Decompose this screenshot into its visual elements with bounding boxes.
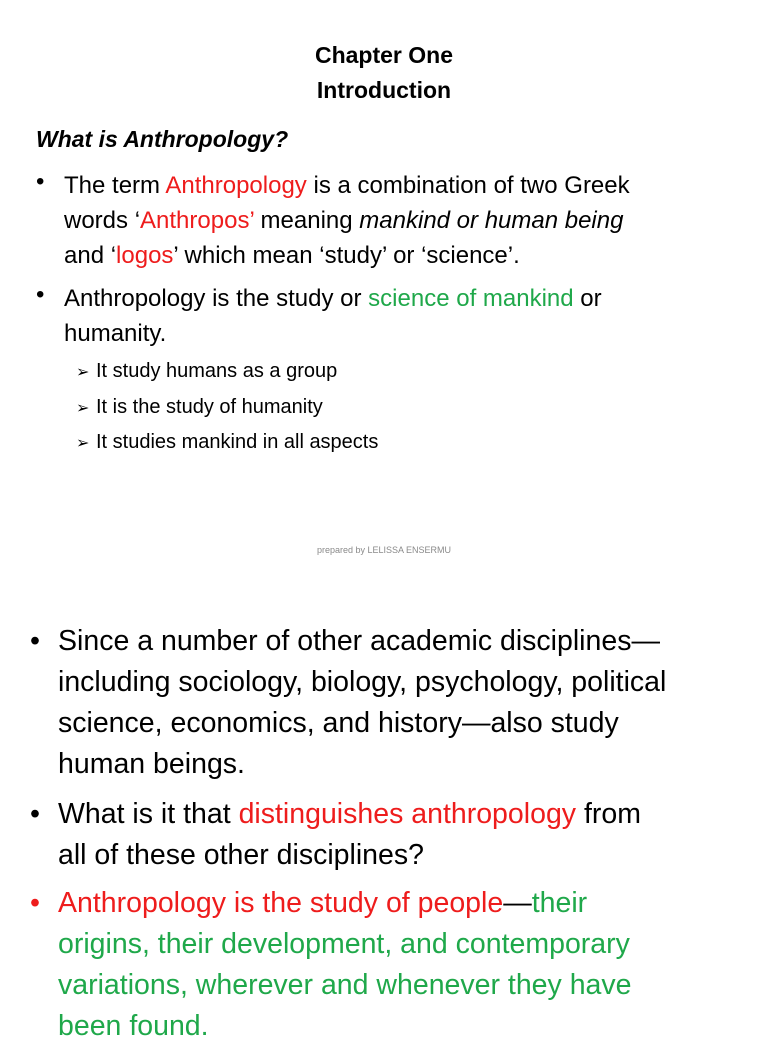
- text-run: from: [576, 798, 641, 830]
- highlight-text: their: [531, 887, 588, 919]
- highlight-text: science of mankind: [368, 285, 574, 312]
- bullet-dot-icon: •: [36, 281, 45, 308]
- arrow-right-icon: ➢: [76, 435, 90, 452]
- highlight-text: distinguishes anthropology: [238, 798, 577, 830]
- italic-text: mankind or human being: [359, 207, 624, 234]
- text-run: What is it that: [58, 798, 239, 830]
- sub-bullet-text: It is the study of humanity: [96, 396, 323, 418]
- text-run: —: [503, 887, 532, 919]
- text-run: science, economics, and history—also study: [58, 707, 619, 739]
- sub-bullet-item: [76, 430, 378, 456]
- bullet-text: [58, 883, 632, 1047]
- sub-bullet-text: It studies mankind in all aspects: [96, 431, 379, 453]
- section-heading: What is Anthropology?: [36, 126, 289, 152]
- highlight-text: origins, their development, and contemporary: [58, 928, 630, 960]
- sub-bullet-item: [76, 359, 337, 385]
- bullet-dot-icon: •: [30, 625, 40, 657]
- text-run: including sociology, biology, psychology, political: [58, 666, 667, 698]
- text-run: humanity.: [64, 320, 167, 347]
- sub-bullet-text: It study humans as a group: [96, 360, 338, 382]
- slide-2: [0, 578, 768, 1042]
- text-run: all of these other disciplines?: [58, 839, 424, 871]
- text-run: ’ which mean ‘study’ or ‘science’.: [173, 242, 520, 269]
- slide-footer: prepared by LELISSA ENSERMU: [316, 545, 452, 555]
- bullet-text: [64, 168, 630, 273]
- bullet-dot-icon: •: [30, 798, 40, 830]
- highlight-text: Anthropology is the study of people: [58, 887, 504, 919]
- bullet-text: [64, 281, 602, 351]
- bullet-dot-icon: •: [36, 168, 45, 195]
- text-run: and ‘: [64, 242, 117, 269]
- highlight-text: logos: [116, 242, 174, 269]
- sub-bullet-item: [76, 395, 323, 421]
- text-run: The term: [64, 172, 166, 199]
- highlight-text: Anthropos’: [140, 207, 254, 234]
- text-run: meaning: [253, 207, 360, 234]
- highlight-text: variations, wherever and whenever they have: [58, 969, 632, 1001]
- arrow-right-icon: ➢: [76, 400, 90, 417]
- text-run: human beings.: [58, 748, 245, 780]
- text-run: or: [573, 285, 602, 312]
- text-run: is a combination of two Greek: [306, 172, 630, 199]
- bullet-text: [58, 621, 666, 785]
- text-run: Since a number of other academic disciplines—: [58, 625, 660, 657]
- slide-title-line1: Chapter One: [314, 42, 454, 68]
- slide-title-line2: Introduction: [316, 77, 452, 103]
- arrow-right-icon: ➢: [76, 364, 90, 381]
- bullet-text: [58, 794, 641, 876]
- highlight-text: been found.: [58, 1010, 209, 1042]
- text-run: words ‘: [64, 207, 141, 234]
- bullet-dot-icon: •: [30, 887, 40, 919]
- highlight-text: Anthropology: [165, 172, 307, 199]
- text-run: Anthropology is the study or: [64, 285, 369, 312]
